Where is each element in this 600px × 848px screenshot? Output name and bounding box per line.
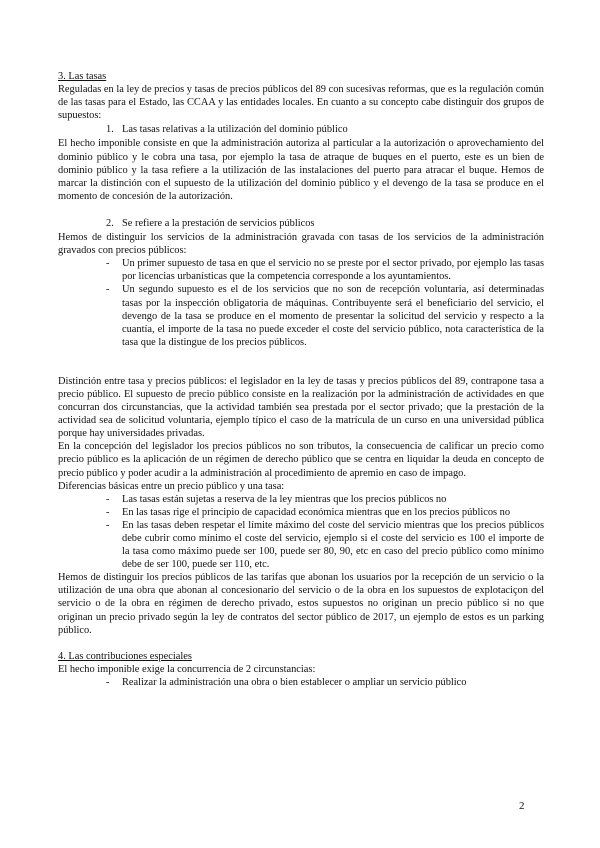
list-item: - Realizar la administración una obra o bien establecer o ampliar un servicio público <box>106 676 544 689</box>
paragraph: Hemos de distinguir los servicios de la administración gravada con tasas de los servicios de la administración gravados con precios públicos: <box>58 232 544 257</box>
bullet-list <box>58 493 544 572</box>
paragraph: En la concepción del legislador los precios públicos no son tributos, la consecuencia de calificar un precio como precio público es la aplicación de un régimen de derecho público que se centra en liquidar la deuda en concepto de precio público y poder acudir a la administración al procedimiento de apremio en caso de impago. <box>58 441 544 479</box>
list-item: - En las tasas rige el principio de capacidad económica mientras que en los precios públicos no <box>106 506 544 519</box>
paragraph: El hecho imponible exige la concurrencia de 2 circunstancias: <box>58 663 316 675</box>
paragraph: El hecho imponible consiste en que la administración autoriza al particular a la autorización o aprovechamiento del dominio público y le cobra una tasa, por ejemplo la tasa de atraque de buques en el puerto, este es un bien de dominio público y la tasa refiere a la utilización de las instalaciones del puerto para atracar el buque. Hemos de marcar la distinción con el supuesto de la utilización del dominio público y el devengo de la tasa se produce en el momento de concesión de la autorización. <box>58 138 544 202</box>
paragraph: Hemos de distinguir los precios públicos de las tarifas que abonan los usuarios por la recepción de un servicio o la utilización de una obra que abonan al concesionario del servicio o de la obra en los supuestos de explotaciçon del servicio o de la obra en régimen de derecho privado, estos supuestos no originan un precio público si no que originan un precio privado según la ley de contratos del sector público de 2017, un ejemplo de estos es un parking público. <box>58 572 544 636</box>
numbered-item <box>58 123 544 136</box>
bullet-list <box>58 676 544 689</box>
document-page <box>58 70 544 689</box>
item-number: 2. <box>106 217 114 229</box>
paragraph: Distinción entre tasa y precios públicos: el legislador en la ley de tasas y precios públicos del 89, contrapone tasa a precio público. El supuesto de precio público consiste en la realización por la administración de actividades en que concurran dos circunstancias, que la actividad también sea prestada por el sector privado; que la prestación de la actividad sea de solicitud voluntaria, ejemplo típico el caso de la matrícula de un curso en una universidad pública porque hay universidades privadas. <box>58 375 544 440</box>
item-number: 1. <box>106 124 114 136</box>
list-item: - Un primer supuesto de tasa en que el servicio no se preste por el sector privado, por ejemplo las tasas por licencias urbanísticas que la competencia corresponde a los ayuntamientos. <box>106 257 544 283</box>
item-label: Se refiere a la prestación de servicios públicos <box>122 217 315 229</box>
section-heading: 4. Las contribuciones especiales <box>58 650 192 662</box>
page-number: 2 <box>519 800 525 812</box>
section-heading: 3. Las tasas <box>58 71 107 82</box>
numbered-item <box>58 217 544 230</box>
item-label: Las tasas relativas a la utilización del dominio público <box>122 124 348 136</box>
paragraph: Reguladas en la ley de precios y tasas de precios públicos del 89 con sucesivas reformas, que es la regulación común de las tasas para el Estado, las CCAA y las entidades locales. En cuanto a su concepto cabe distinguir dos grupos de supuestos: <box>58 84 544 122</box>
bullet-list <box>58 257 544 349</box>
list-item: - Las tasas están sujetas a reserva de la ley mientras que los precios públicos no <box>106 493 544 506</box>
list-item: - En las tasas deben respetar el límite máximo del coste del servicio mientras que los precios públicos debe cubrir como mínimo el coste del servicio, ejemplo si el coste del servicio es 100 el importe de la tasa como máximo puede ser 100, puede ser 80, 90, etc en caso del precio público como mínimo debe de ser 100, puede ser 110, etc. <box>106 519 544 571</box>
list-item: - Un segundo supuesto es el de los servicios que no son de recepción voluntaria, así determinadas tasas por la inspección obligatoria de máquinas. Contribuyente será el beneficiario del servicio, el devengo de la tasa se produce en el momento de presentar la solicitud del servicio y respecto a la cuantía, el importe de la tasa no puede exceder el coste del servicio público, nota característica de la tasa que la distingue de los precios públicos. <box>106 283 544 348</box>
paragraph: Diferencias básicas entre un precio público y una tasa: <box>58 480 285 492</box>
